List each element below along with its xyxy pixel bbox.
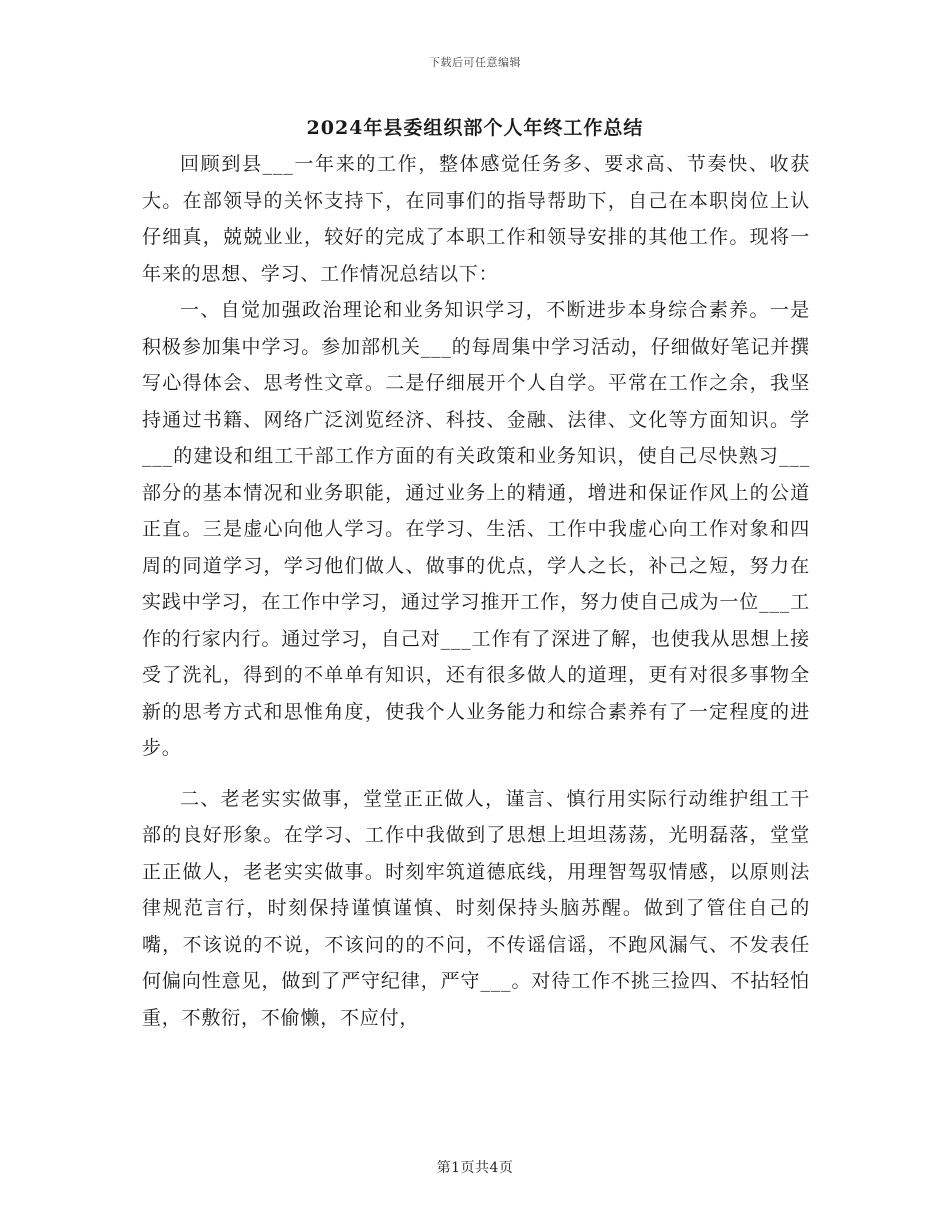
- page-number-footer: 第1页共4页: [436, 1160, 514, 1176]
- document-body: [142, 146, 810, 1036]
- paragraph-intro: 回顾到县___一年来的工作，整体感觉任务多、要求高、节奏快、收获大。在部领导的关怀支持下，在同事们的指导帮助下，自己在本职岗位上认仔细真，兢兢业业，较好的完成了本职工作和领导安排的其他工作。现将一年来的思想、学习、工作情况总结以下：: [142, 153, 810, 285]
- paragraph-section-1: 一、自觉加强政治理论和业务知识学习，不断进步本身综合素养。一是积极参加集中学习。参加部机关___的每周集中学习活动，仔细做好笔记并撰写心得体会、思考性文章。二是仔细展开个人自学。平常在工作之余，我坚持通过书籍、网络广泛浏览经济、科技、金融、法律、文化等方面知识。学___的建设和组工干部工作方面的有关政策和业务知识，使自己尽快熟习___部分的基本情况和业务职能，通过业务上的精通，增进和保证作风上的公道正直。三是虚心向他人学习。在学习、生活、工作中我虚心向工作对象和四周的同道学习，学习他们做人、做事的优点，学人之长，补己之短，努力在实践中学习，在工作中学习，通过学习推开工作，努力使自己成为一位___工作的行家内行。通过学习，自己对___工作有了深进了解，也使我从思想上接受了洗礼，得到的不单单有知识，还有很多做人的道理，更有对很多事物全新的思考方式和思惟角度，使我个人业务能力和综合素养有了一定程度的进步。: [142, 299, 810, 759]
- document-title: 2024年县委组织部个人年终工作总结: [306, 117, 644, 139]
- paragraph-section-2: 二、老老实实做事，堂堂正正做人，谨言、慎行用实际行动维护组工干部的良好形象。在学习、工作中我做到了思想上坦坦荡荡，光明磊落，堂堂正正做人，老老实实做事。时刻牢筑道德底线，用理智驾驭情感，以原则法律规范言行，时刻保持谨慎谨慎、时刻保持头脑苏醒。做到了管住自己的嘴，不该说的不说，不该问的的不问，不传谣信谣，不跑风漏气、不发表任何偏向性意见，做到了严守纪律，严守___。对待工作不挑三捡四、不拈轻怕重，不敷衍，不偷懒，不应付，: [142, 787, 810, 1029]
- page-header-note: 下载后可任意编辑: [429, 56, 521, 69]
